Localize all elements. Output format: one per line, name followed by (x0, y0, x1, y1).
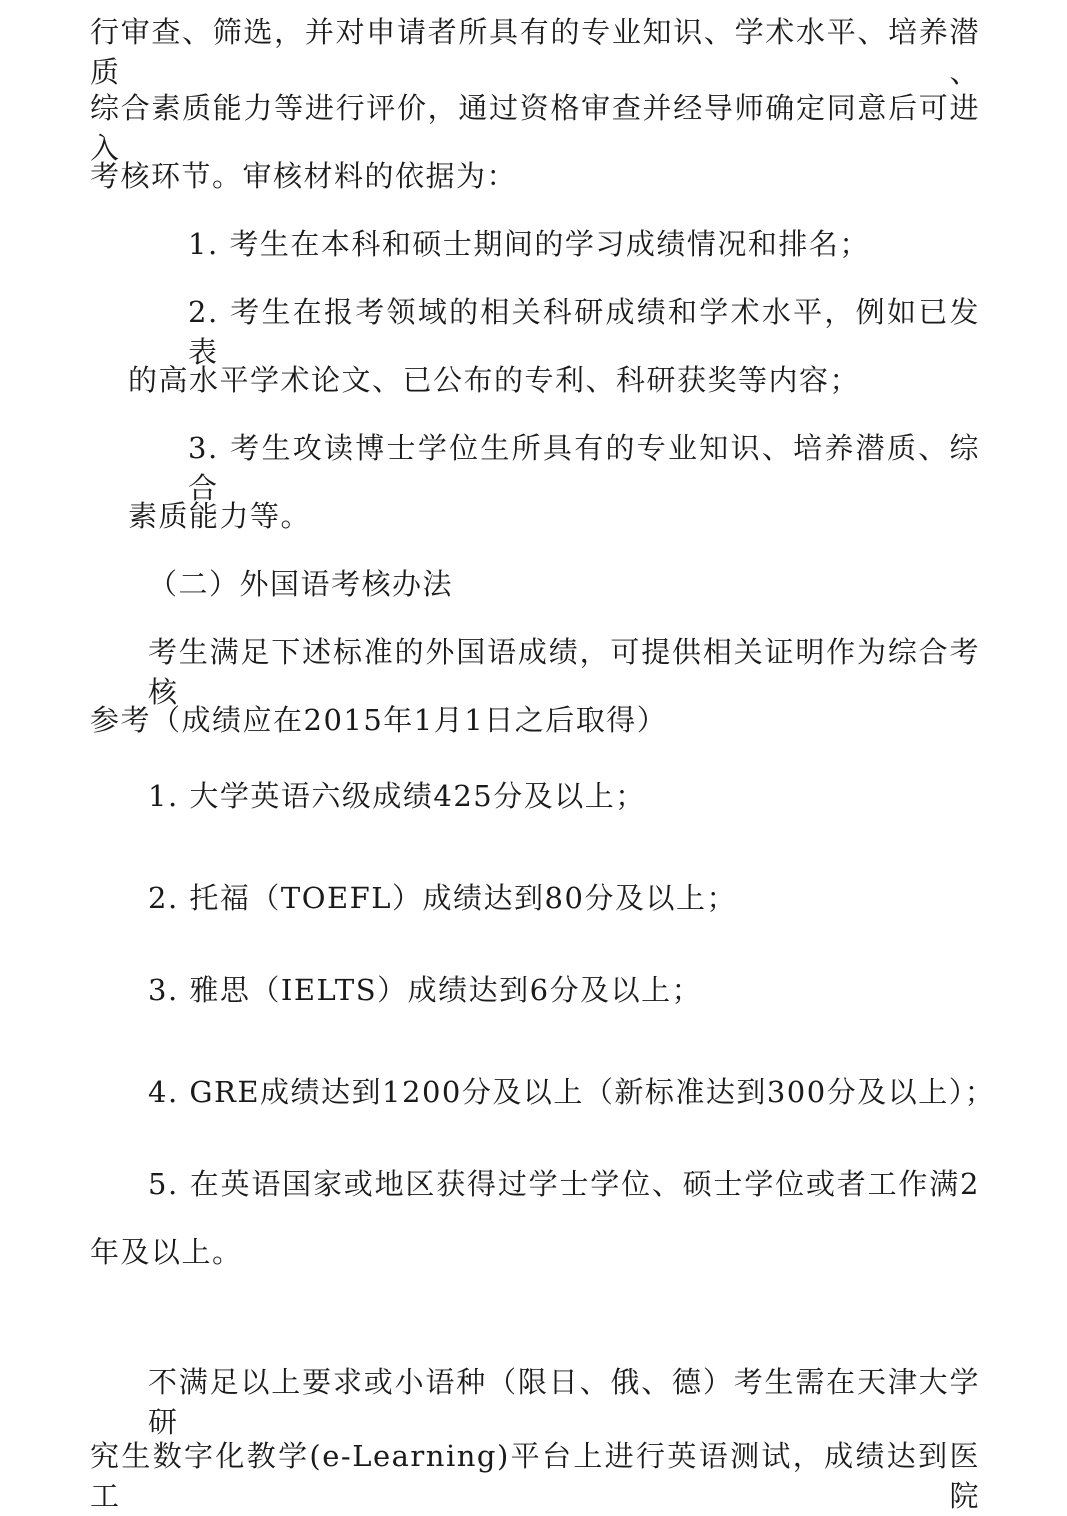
standard-item-3: 3. 雅思（IELTS）成绩达到6分及以上； (148, 973, 703, 1007)
intro-paragraph-line-1: 行审查、筛选，并对申请者所具有的专业知识、学术水平、培养潜质、 (90, 15, 980, 89)
foreign-language-intro-line-2: 参考（成绩应在2015年1月1日之后取得） (90, 703, 668, 737)
closing-paragraph-line-1: 不满足以上要求或小语种（限日、俄、德）考生需在天津大学研 (148, 1365, 980, 1439)
section-heading: （二）外国语考核办法 (148, 567, 454, 601)
foreign-language-intro-line-1: 考生满足下述标准的外国语成绩，可提供相关证明作为综合考核 (148, 635, 980, 709)
standard-item-2: 2. 托福（TOEFL）成绩达到80分及以上； (148, 881, 737, 915)
closing-paragraph-line-2: 究生数字化教学(e-Learning)平台上进行英语测试，成绩达到医工院 (90, 1439, 980, 1513)
criteria-item-2-line-1: 2. 考生在报考领域的相关科研成绩和学术水平，例如已发表 (188, 295, 980, 369)
standard-item-5-line-1: 5. 在英语国家或地区获得过学士学位、硕士学位或者工作满2 (148, 1167, 980, 1201)
standard-item-4: 4. GRE成绩达到1200分及以上（新标准达到300分及以上）； (148, 1075, 996, 1109)
criteria-item-2-line-2: 的高水平学术论文、已公布的专利、科研获奖等内容； (128, 363, 861, 397)
criteria-item-3-line-2: 素质能力等。 (128, 499, 312, 533)
intro-paragraph-line-3: 考核环节。审核材料的依据为： (90, 159, 518, 193)
standard-item-1: 1. 大学英语六级成绩425分及以上； (148, 779, 646, 813)
intro-paragraph-line-2: 综合素质能力等进行评价，通过资格审查并经导师确定同意后可进入 (90, 91, 980, 165)
criteria-item-3-line-1: 3. 考生攻读博士学位生所具有的专业知识、培养潜质、综合 (188, 431, 980, 505)
standard-item-5-line-2: 年及以上。 (90, 1235, 243, 1269)
criteria-item-1: 1. 考生在本科和硕士期间的学习成绩情况和排名； (188, 227, 870, 261)
